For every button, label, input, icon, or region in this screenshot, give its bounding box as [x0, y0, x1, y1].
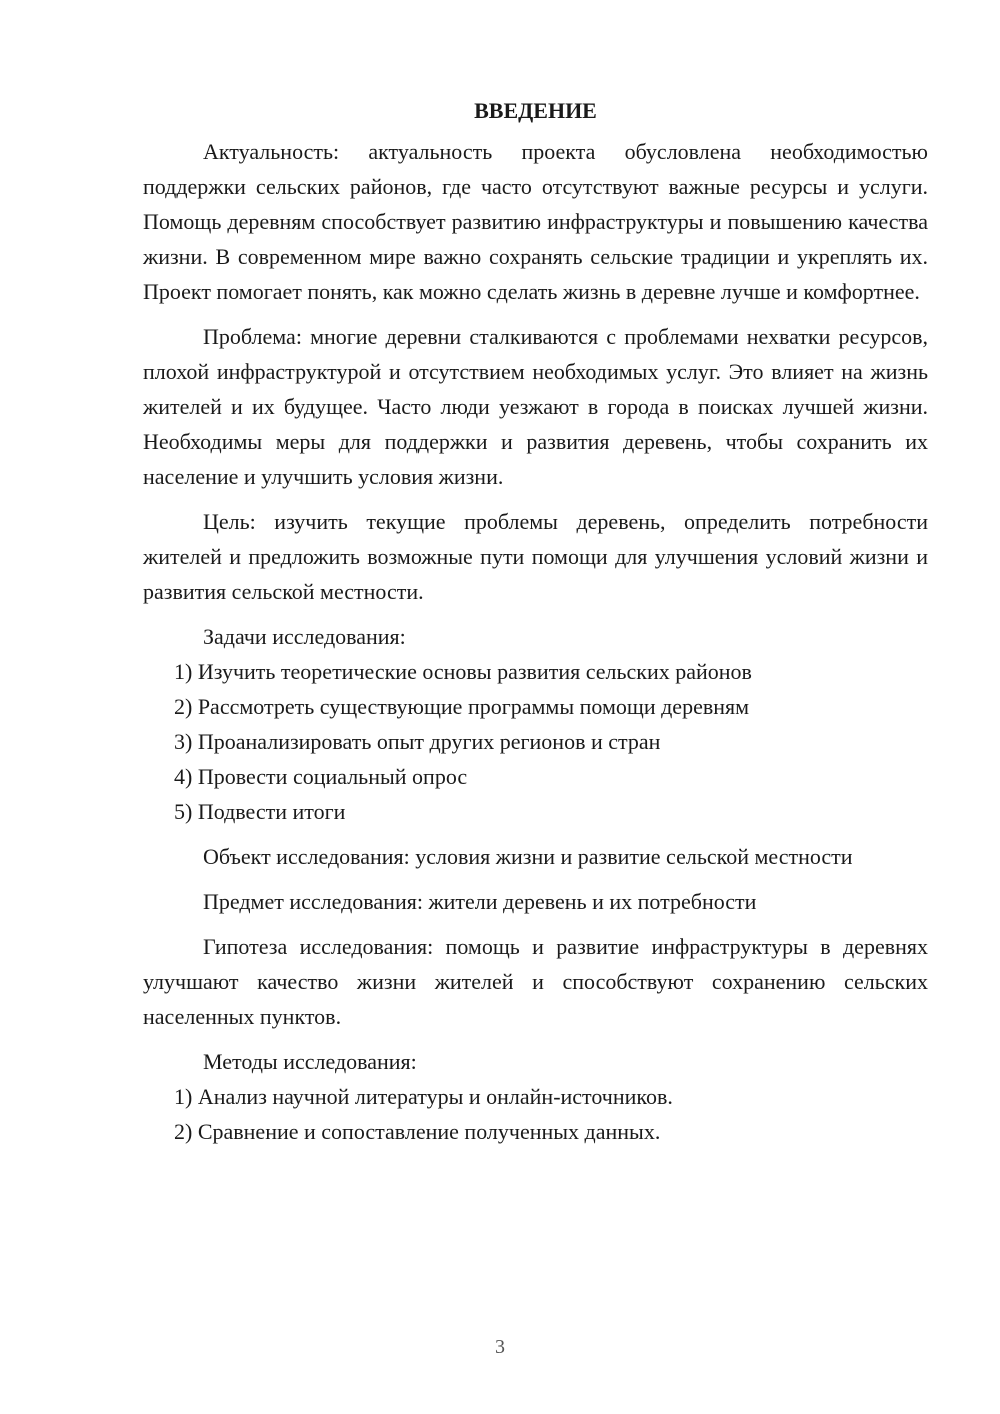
list-item: 4) Провести социальный опрос	[174, 764, 468, 789]
methods-heading: Методы исследования:	[203, 1049, 417, 1074]
document-page	[143, 93, 928, 1149]
tasks-list	[143, 654, 928, 829]
list-item: 3) Проанализировать опыт других регионов и стран	[174, 729, 661, 754]
list-item: 2) Сравнение и сопоставление полученных данных.	[174, 1119, 661, 1144]
problem-paragraph: Проблема: многие деревни сталкиваются с проблемами нехватки ресурсов, плохой инфраструктурой и отсутствием необходимых услуг. Это влияет на жизнь жителей и их будущее. Часто люди уезжают в города в поисках лучшей жизни. Необходимы меры для поддержки и развития деревень, чтобы сохранить их население и улучшить условия жизни.	[143, 324, 928, 489]
hypothesis-paragraph: Гипотеза исследования: помощь и развитие инфраструктуры в деревнях улучшают качество жизни жителей и способствуют сохранению сельских населенных пунктов.	[143, 934, 928, 1029]
page-number: 3	[495, 1336, 505, 1358]
methods-list	[143, 1079, 928, 1149]
relevance-paragraph: Актуальность: актуальность проекта обусловлена необходимостью поддержки сельских районов, где часто отсутствуют важные ресурсы и услуги. Помощь деревням способствует развитию инфраструктуры и повышению качества жизни. В современном мире важно сохранять сельские традиции и укреплять их. Проект помогает понять, как можно сделать жизнь в деревне лучше и комфортнее.	[143, 139, 928, 304]
object-paragraph: Объект исследования: условия жизни и развитие сельской местности	[203, 844, 853, 869]
list-item: 1) Изучить теоретические основы развития сельских районов	[174, 659, 752, 684]
subject-paragraph: Предмет исследования: жители деревень и их потребности	[203, 889, 757, 914]
tasks-heading: Задачи исследования:	[203, 624, 406, 649]
list-item: 5) Подвести итоги	[174, 799, 346, 824]
document-title: ВВЕДЕНИЕ	[474, 98, 597, 123]
goal-paragraph: Цель: изучить текущие проблемы деревень, определить потребности жителей и предложить возможные пути помощи для улучшения условий жизни и развития сельской местности.	[143, 509, 928, 604]
list-item: 1) Анализ научной литературы и онлайн-источников.	[174, 1084, 673, 1109]
list-item: 2) Рассмотреть существующие программы помощи деревням	[174, 694, 750, 719]
